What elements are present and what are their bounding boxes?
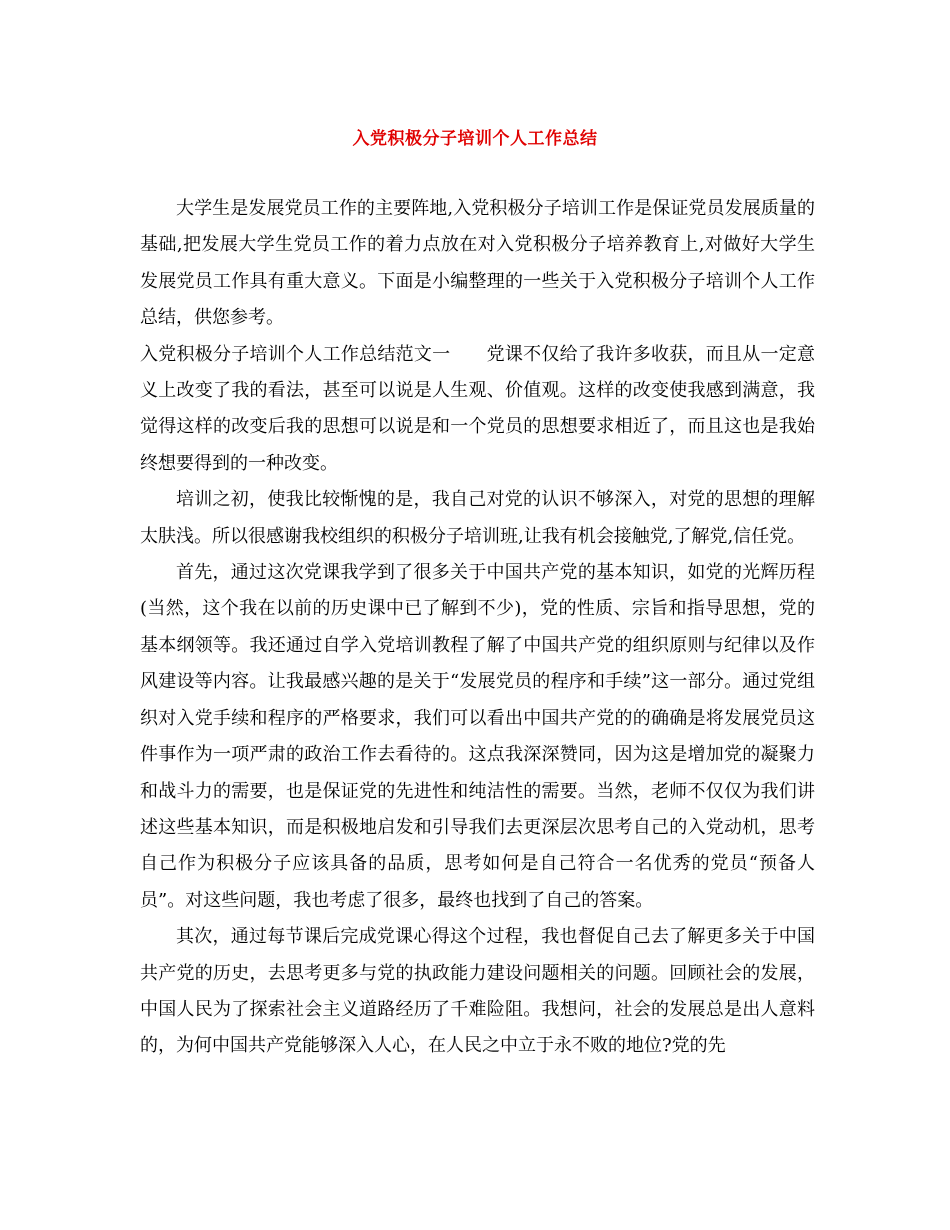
document-title: 入党积极分子培训个人工作总结 (352, 129, 598, 149)
paragraph-2: 培训之初，使我比较惭愧的是，我自己对党的认识不够深入，对党的思想的理解太肤浅。所以很感谢我校组织的积极分子培训班,让我有机会接触党,了解党,信任党。 (140, 489, 815, 547)
sample-paragraph (140, 337, 815, 483)
paragraph-1: 党课不仅给了我许多收获，而且从一定意义上改变了我的看法，甚至可以说是人生观、价值观。这样的改变使我感到满意，我觉得这样的改变后我的思想可以说是和一个党员的思想要求相近了，而且这也是我始终想要得到的一种改变。 (140, 343, 816, 474)
sample-heading: 入党积极分子培训个人工作总结范文一 (140, 343, 451, 365)
paragraph-4: 其次，通过每节课后完成党课心得这个过程，我也督促自己去了解更多关于中国共产党的历史，去思考更多与党的执政能力建设问题相关的问题。回顾社会的发展，中国人民为了探索社会主义道路经历了千难险阻。我想问，社会的发展总是出人意料的，为何中国共产党能够深入人心，在人民之中立于永不败的地位?党的先 (140, 926, 815, 1057)
paragraph-3: 首先，通过这次党课我学到了很多关于中国共产党的基本知识，如党的光辉历程(当然，这个我在以前的历史课中已了解到不少)，党的性质、宗旨和指导思想，党的基本纲领等。我还通过自学入党培训教程了解了中国共产党的组织原则与纪律以及作风建设等内容。让我最感兴趣的是关于“发展党员的程序和手续”这一部分。通过党组织对入党手续和程序的严格要求，我们可以看出中国共产党的的确确是将发展党员这件事作为一项严肃的政治工作去看待的。这点我深深赞同，因为这是增加党的凝聚力和战斗力的需要，也是保证党的先进性和纯洁性的需要。当然，老师不仅仅为我们讲述这些基本知识，而是积极地启发和引导我们去更深层次思考自己的入党动机，思考自己作为积极分子应该具备的品质，思考如何是自己符合一名优秀的党员“预备人员”。对这些问题，我也考虑了很多，最终也找到了自己的答案。 (140, 562, 815, 911)
document-body (140, 191, 815, 1065)
intro-paragraph: 大学生是发展党员工作的主要阵地,入党积极分子培训工作是保证党员发展质量的基础,把发展大学生党员工作的着力点放在对入党积极分子培养教育上,对做好大学生发展党员工作具有重大意义。下面是小编整理的一些关于入党积极分子培训个人工作总结，供您参考。 (140, 198, 815, 329)
